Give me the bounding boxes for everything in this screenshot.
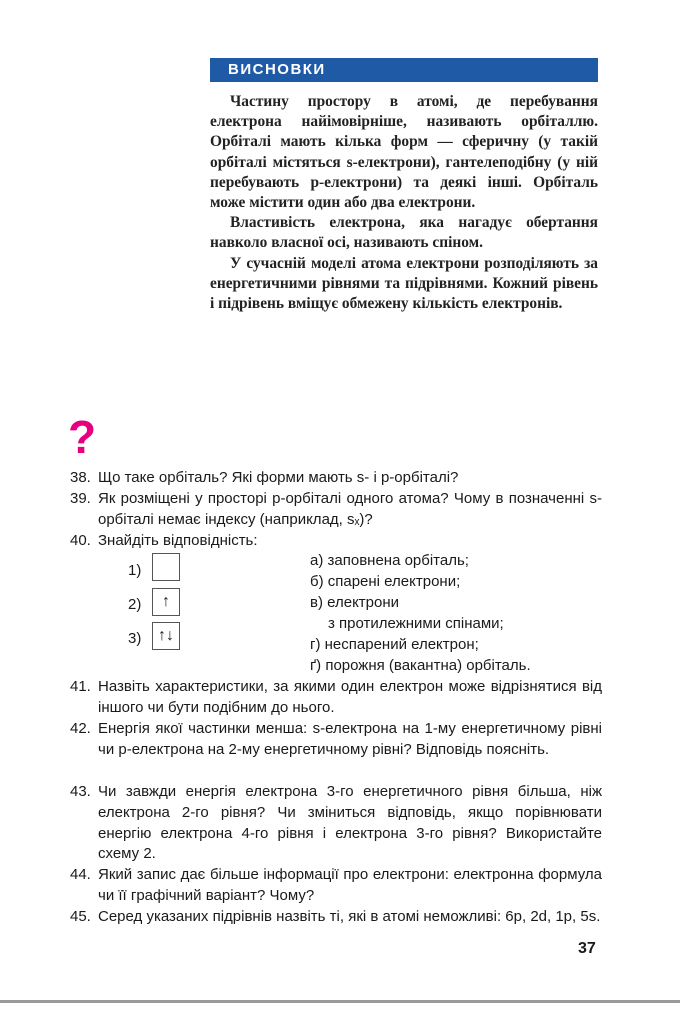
match-option: б) спарені електрони; <box>310 573 461 590</box>
match-left-2-label: 2) <box>128 596 142 613</box>
arrow-up-down-icon: ↑↓ <box>158 627 174 644</box>
match-option: г) неспарений електрон; <box>310 636 479 653</box>
match-option: а) заповнена орбіталь; <box>310 552 469 569</box>
question-text: Серед указаних підрівнів назвіть ті, які в атомі неможливі: 6p, 2d, 1p, 5s. <box>98 908 601 925</box>
summary-paragraph: Властивість електрона, яка нагадує обертання навколо власної осі, називають спіном. <box>210 214 598 252</box>
question-text: Що таке орбіталь? Які форми мають s- і p-орбіталі? <box>98 469 459 486</box>
question-number: 40. <box>70 532 91 549</box>
question-text: Який запис дає більше інформації про електрони: електронна формула чи її графічний варіант? Чому? <box>98 866 602 904</box>
question-44 <box>70 865 602 907</box>
question-42 <box>70 719 602 761</box>
question-text: Назвіть характеристики, за якими один електрон може відрізнятися від іншого чи бути подібним до нього. <box>98 678 602 716</box>
question-45 <box>70 907 602 928</box>
arrow-up-icon: ↑ <box>162 593 170 610</box>
question-41 <box>70 677 602 719</box>
summary-block <box>210 92 598 314</box>
section-title: ВИСНОВКИ <box>228 61 326 78</box>
single-electron-orbital-box <box>152 588 180 616</box>
bottom-divider <box>0 1000 680 1003</box>
paired-electron-orbital-box <box>152 622 180 650</box>
page-number: 37 <box>578 940 596 957</box>
summary-paragraph: У сучасній моделі атома електрони розподіляють за енергетичними рівнями та підрівнями. Кожний рівень і підрівень вміщує обмежену кількість електронів. <box>210 254 598 313</box>
question-text: Чи завжди енергія електрона 3-го енергетичного рівня більша, ніж електрона 2-го рівня? Чи зміниться відповідь, якщо порівнювати енергію електрона 4-го рівня і електрона 3-го рівня? Використайте схему 2. <box>98 783 602 863</box>
question-39 <box>70 489 602 531</box>
empty-orbital-box <box>152 553 180 581</box>
section-banner <box>210 58 598 82</box>
match-option: ґ) порожня (вакантна) орбіталь. <box>310 657 531 674</box>
question-number: 41. <box>70 678 91 695</box>
question-43 <box>70 782 602 865</box>
match-option: в) електрони <box>310 594 400 611</box>
question-text: Знайдіть відповідність: <box>98 532 258 549</box>
question-38 <box>70 468 602 489</box>
match-left-3-label: 3) <box>128 630 142 647</box>
question-number: 42. <box>70 720 91 737</box>
question-number: 45. <box>70 908 91 925</box>
summary-paragraph: Частину простору в атомі, де перебування електрона найімовірніше, називають орбіталлю. Орбіталі мають кілька форм — сферичну (у такій орбіталі містяться s-електрони), гантелеподібну (у ній перебувають p-електрони) та деякі інші. Орбіталь може містити один або два електрони. <box>210 93 598 212</box>
match-left-1-label: 1) <box>128 562 142 579</box>
question-mark-icon: ? <box>68 411 97 463</box>
question-number: 39. <box>70 490 91 507</box>
question-number: 38. <box>70 469 91 486</box>
question-40 <box>70 531 602 552</box>
question-number: 44. <box>70 866 91 883</box>
match-option-continued: з протилежними спінами; <box>328 615 504 632</box>
question-number: 43. <box>70 783 91 800</box>
question-text: Як розміщені у просторі p-орбіталі одного атома? Чому в позначенні s-орбіталі немає індексу (наприклад, sₓ)? <box>98 490 602 528</box>
question-text: Енергія якої частинки менша: s-електрона на 1-му енергетичному рівні чи p-електрона на 2-му енергетичному рівні? Відповідь поясніть. <box>98 720 602 758</box>
